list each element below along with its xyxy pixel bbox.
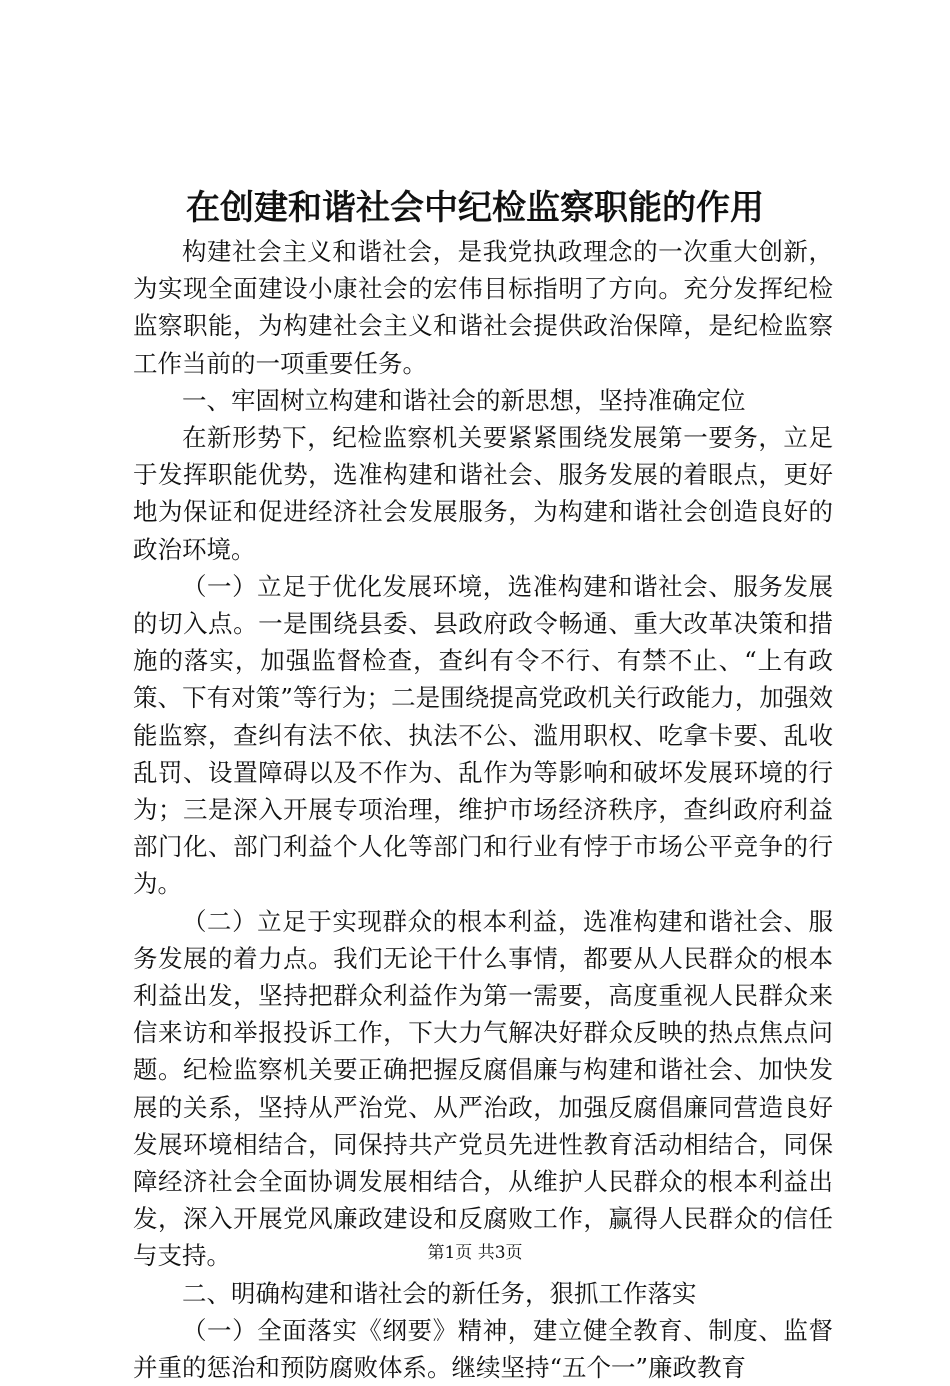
document-title: 在创建和谐社会中纪检监察职能的作用 <box>186 188 764 228</box>
paragraph-section-1: 在新形势下，纪检监察机关要紧紧围绕发展第一要务，立足于发挥职能优势，选准构建和谐社会、服务发展的着眼点，更好地为保证和促进经济社会发展服务，为构建和谐社会创造良好的政治环境。 <box>133 423 833 564</box>
paragraph-intro: 构建社会主义和谐社会，是我党执政理念的一次重大创新，为实现全面建设小康社会的宏伟目标指明了方向。充分发挥纪检监察职能，为构建社会主义和谐社会提供政治保障，是纪检监察工作当前的一项重要任务。 <box>133 237 833 378</box>
paragraph-subsection-2-1: （一）全面落实《纲要》精神，建立健全教育、制度、监督并重的惩治和预防腐败体系。继续坚持“五个一”廉政教育 <box>133 1315 833 1383</box>
section-heading-2: 二、明确构建和谐社会的新任务，狠抓工作落实 <box>182 1278 697 1308</box>
document-body <box>133 233 833 1386</box>
paragraph-subsection-1-1: （一）立足于优化发展环境，选准构建和谐社会、服务发展的切入点。一是围绕县委、县政府政令畅通、重大改革决策和措施的落实，加强监督检查，查纠有令不行、有禁不止、“上有政策、下有对策”等行为；二是围绕提高党政机关行政能力，加强效能监察，查纠有法不依、执法不公、滥用职权、吃拿卡要、乱收乱罚、设置障碍以及不作为、乱作为等影响和破坏发展环境的行为；三是深入开展专项治理，维护市场经济秩序，查纠政府利益部门化、部门利益个人化等部门和行业有悖于市场公平竞争的行为。 <box>133 571 833 899</box>
paragraph-subsection-1-2: （二）立足于实现群众的根本利益，选准构建和谐社会、服务发展的着力点。我们无论干什么事情，都要从人民群众的根本利益出发，坚持把群众利益作为第一需要，高度重视人民群众来信来访和举报投诉工作，下大力气解决好群众反映的热点焦点问题。纪检监察机关要正确把握反腐倡廉与构建和谐社会、加快发展的关系，坚持从严治党、从严治政，加强反腐倡廉同营造良好发展环境相结合，同保持共产党员先进性教育活动相结合，同保障经济社会全面协调发展相结合，从维护人民群众的根本利益出发，深入开展党风廉政建设和反腐败工作，赢得人民群众的信任与支持。 <box>133 906 833 1271</box>
page-footer: 第1页 共3页 <box>427 1243 523 1263</box>
section-heading-1: 一、牢固树立构建和谐社会的新思想，坚持准确定位 <box>182 385 746 415</box>
